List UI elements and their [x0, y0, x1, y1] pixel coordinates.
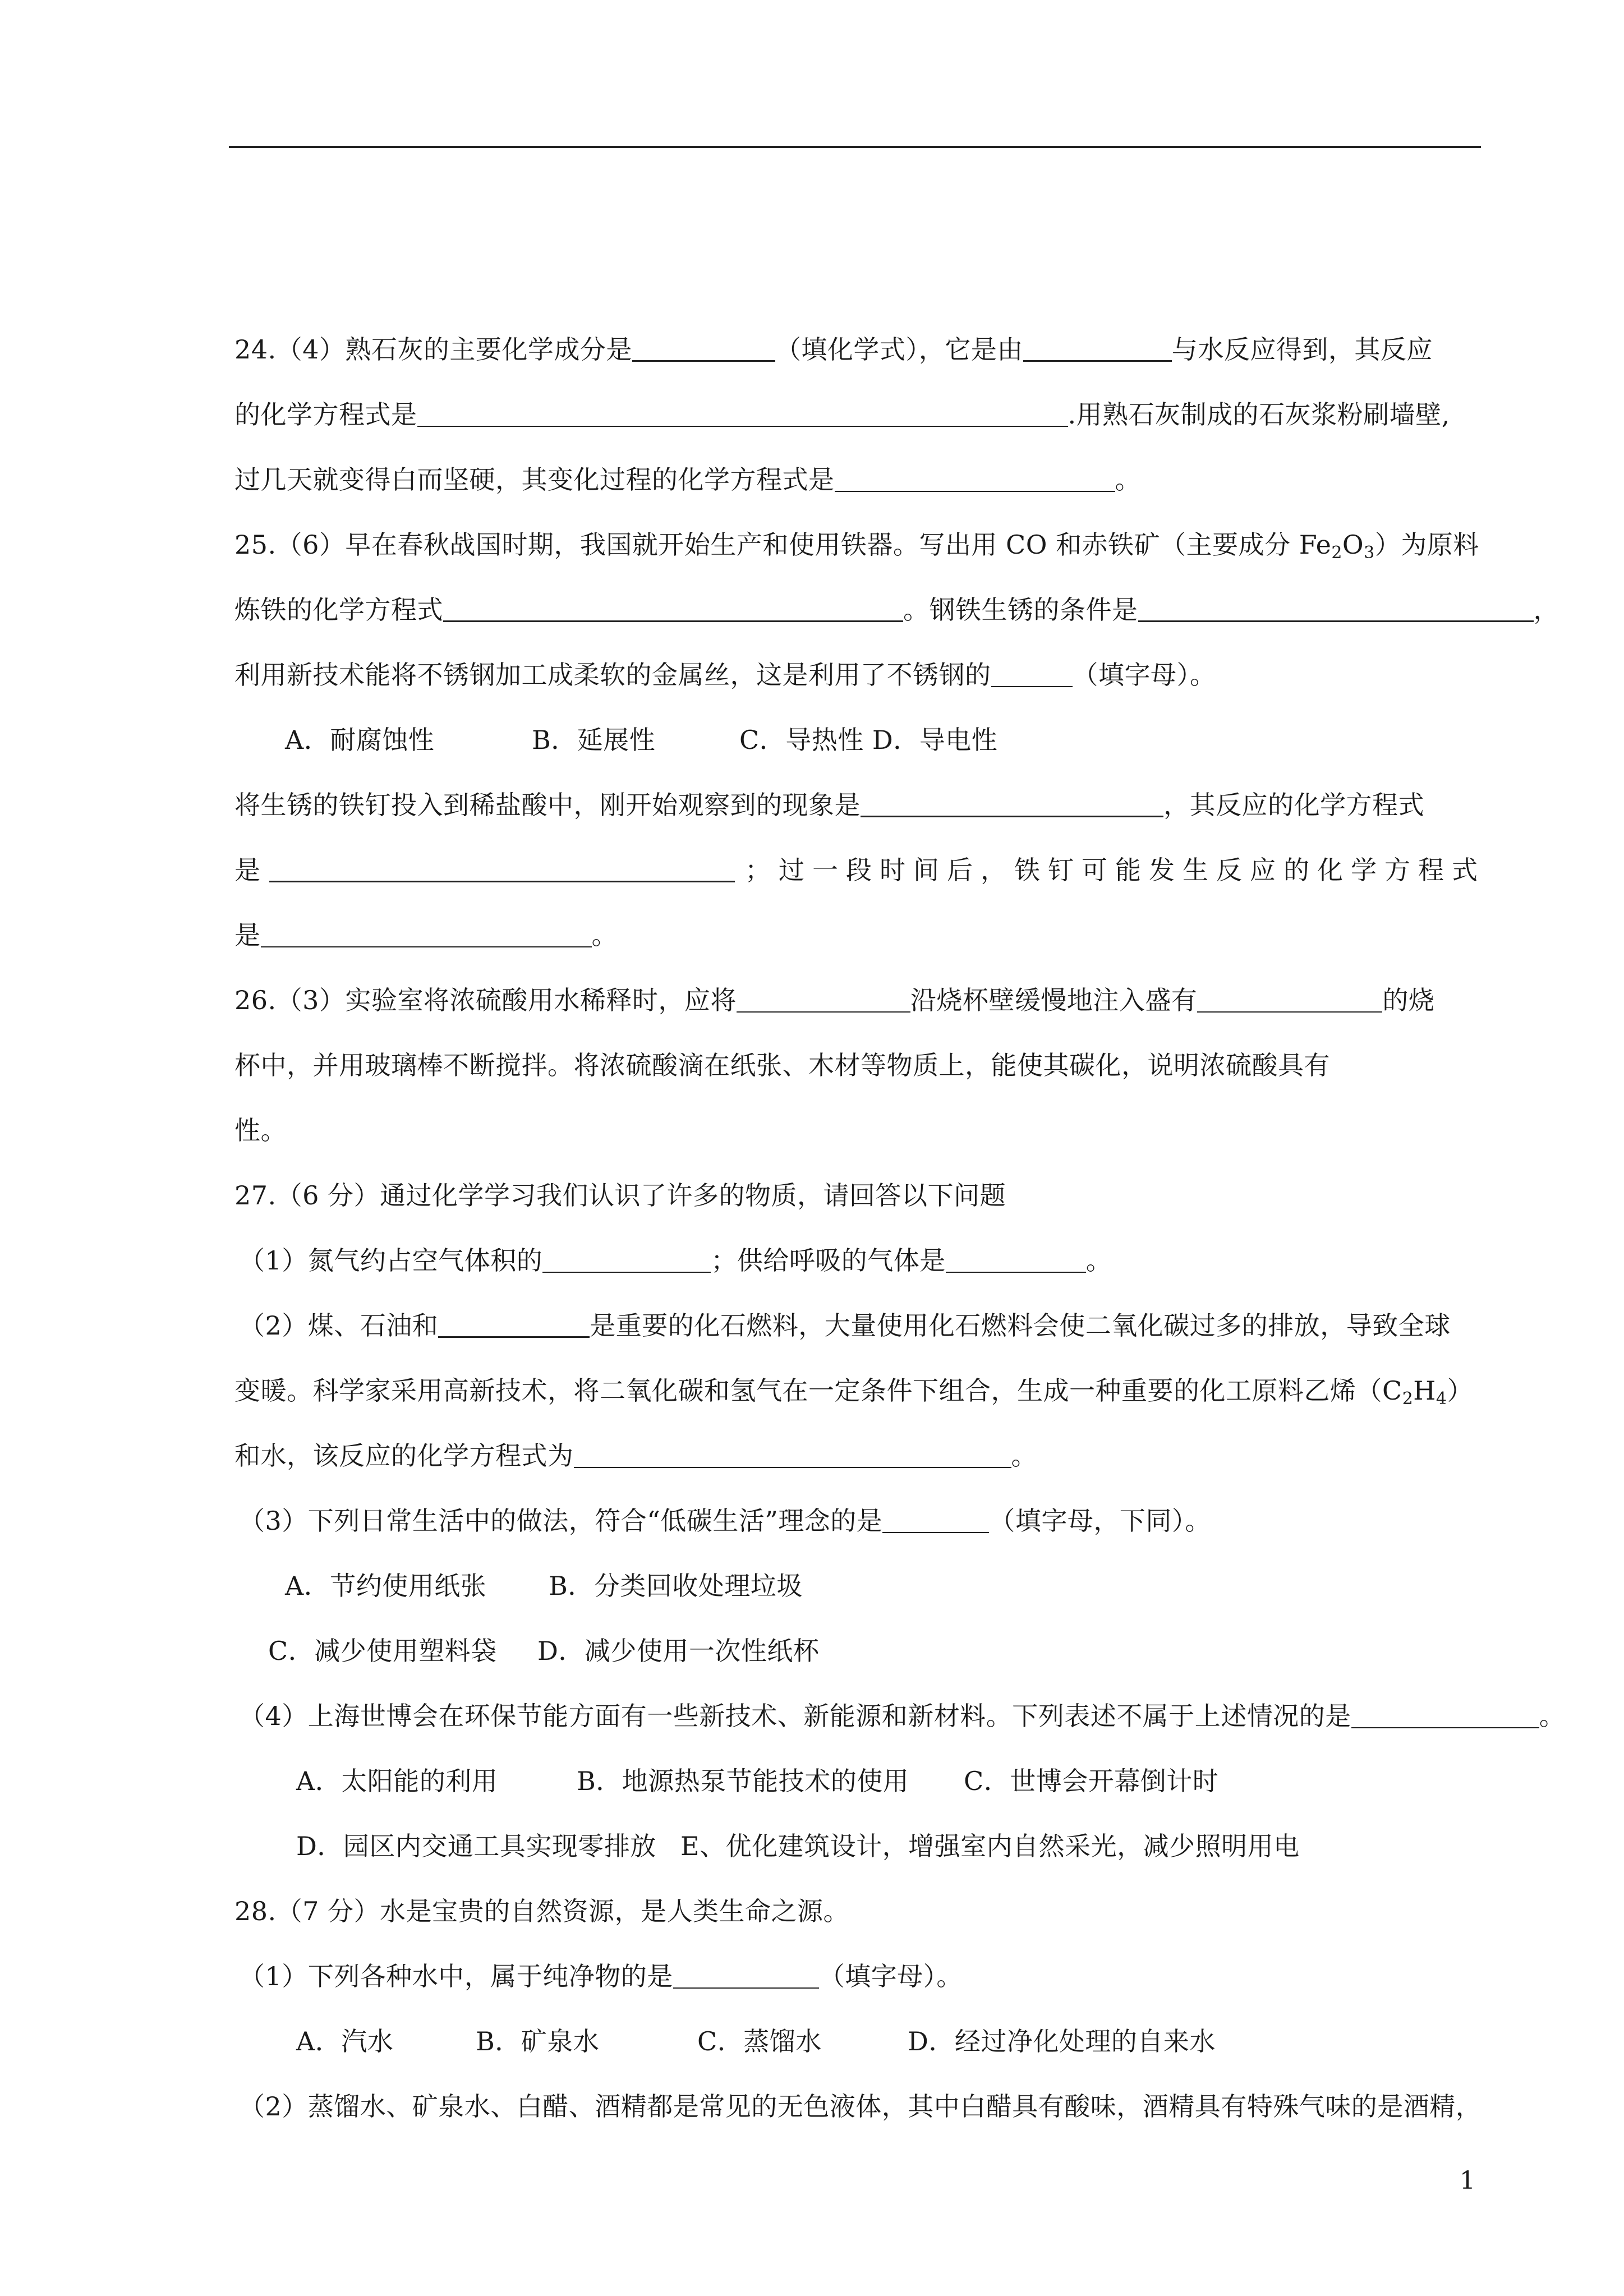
q28-part-1	[234, 1944, 1485, 2009]
q25-text: （填字母）。	[1072, 660, 1216, 690]
q27-part-4-options-1	[234, 1749, 1485, 1814]
option-d[interactable]: D．经过净化处理的自来水	[908, 2026, 1216, 2056]
q25-text: ）为原料	[1374, 530, 1479, 560]
subscript: 4	[1436, 1389, 1447, 1409]
q25-text: 。	[591, 920, 618, 950]
q27-text: （1）氮气约占空气体积的	[239, 1245, 543, 1276]
answer-blank[interactable]	[946, 1247, 1086, 1273]
q25-text: 25.（6）早在春秋战国时期，我国就开始生产和使用铁器。写出用 CO 和赤铁矿（主要成分 Fe	[234, 530, 1332, 560]
option-b[interactable]: B．延展性	[532, 725, 656, 755]
page-number: 1	[1460, 2166, 1475, 2195]
q28-text: 28.（7 分）水是宝贵的自然资源，是人类生命之源。	[234, 1896, 850, 1926]
q27-part-3-options-2	[234, 1618, 1485, 1683]
header-rule	[229, 146, 1481, 148]
q27-part-2-line-2	[234, 1358, 1485, 1423]
answer-blank[interactable]	[417, 401, 1068, 427]
q25-text: ，	[1533, 595, 1559, 625]
q26-line-3	[234, 1098, 1485, 1163]
option-a[interactable]: A．太阳能的利用	[296, 1766, 498, 1796]
subscript: 3	[1364, 543, 1375, 563]
answer-blank[interactable]	[737, 987, 910, 1013]
q27-text: 。	[1085, 1245, 1112, 1276]
option-c[interactable]: C．减少使用塑料袋	[268, 1636, 497, 1666]
option-d[interactable]: D．园区内交通工具实现零排放	[296, 1831, 656, 1861]
q25-line-7	[234, 903, 1485, 968]
option-a[interactable]: A．汽水	[296, 2026, 394, 2056]
q28-text: （1）下列各种水中，属于纯净物的是	[239, 1961, 673, 1991]
answer-blank[interactable]	[1351, 1703, 1539, 1728]
q27-part-2-line-3	[234, 1423, 1485, 1488]
q27-text: （填字母，下同）。	[989, 1506, 1211, 1536]
q27-part-3	[234, 1488, 1485, 1553]
q26-text: 性。	[234, 1115, 287, 1145]
option-a[interactable]: A．耐腐蚀性	[285, 725, 435, 755]
q24-text: 的化学方程式是	[234, 399, 417, 430]
q25-line-2	[234, 577, 1559, 642]
q25-text: ，其反应的化学方程式	[1163, 790, 1424, 820]
q27-text: 。	[1539, 1701, 1566, 1731]
q27-text: H	[1413, 1375, 1436, 1406]
q27-text: 。	[1011, 1441, 1037, 1471]
q25-line-3	[234, 642, 1485, 707]
q26-text: 26.（3）实验室将浓硫酸用水稀释时，应将	[234, 985, 737, 1015]
answer-blank[interactable]	[882, 1507, 989, 1533]
subscript: 2	[1402, 1389, 1414, 1409]
q25-options	[234, 707, 1485, 772]
answer-blank[interactable]	[438, 1312, 590, 1338]
q24-text: 过几天就变得白而坚硬，其变化过程的化学方程式是	[234, 464, 835, 495]
option-d[interactable]: D．减少使用一次性纸杯	[537, 1636, 820, 1666]
q25-line-1	[234, 512, 1485, 577]
option-c-d[interactable]: C．导热性 D．导电性	[739, 725, 998, 755]
q24-text: （填化学式），它是由	[775, 334, 1023, 365]
q24-line-2	[234, 382, 1485, 447]
q24-text: 24.（4）熟石灰的主要化学成分是	[234, 334, 632, 365]
q25-text: 。钢铁生锈的条件是	[903, 595, 1138, 625]
q27-part-2-line-1	[234, 1293, 1485, 1358]
q27-text: （2）煤、石油和	[239, 1310, 439, 1341]
q25-line-5	[234, 772, 1485, 838]
q25-text: 利用新技术能将不锈钢加工成柔软的金属丝，这是利用了不锈钢的	[234, 660, 991, 690]
q26-line-1	[234, 968, 1485, 1033]
answer-blank[interactable]	[574, 1442, 1011, 1468]
q28-part-2	[234, 2074, 1485, 2139]
answer-blank[interactable]	[632, 335, 775, 362]
answer-blank[interactable]	[261, 922, 592, 947]
option-c[interactable]: C．蒸馏水	[697, 2026, 822, 2056]
q25-line-6	[234, 838, 1485, 903]
exam-page-body	[234, 317, 1566, 2139]
q27-text: 变暖。科学家采用高新技术，将二氧化碳和氢气在一定条件下组合，生成一种重要的化工原料乙烯（C	[234, 1375, 1402, 1406]
q26-text: 杯中，并用玻璃棒不断搅拌。将浓硫酸滴在纸张、木材等物质上，能使其碳化，说明浓硫酸具有	[234, 1050, 1330, 1080]
q25-text: ；过一段时间后，铁钉可能发生反应的化学方程式	[745, 855, 1485, 885]
q27-part-4	[234, 1683, 1566, 1749]
q28-part-1-options	[234, 2009, 1485, 2074]
q24-line-3	[234, 447, 1485, 512]
option-b[interactable]: B．矿泉水	[476, 2026, 600, 2056]
subscript: 2	[1331, 543, 1342, 563]
answer-blank[interactable]	[1197, 987, 1382, 1013]
answer-blank[interactable]	[673, 1963, 819, 1989]
q27-text: ）	[1447, 1375, 1474, 1406]
q25-text: 是	[234, 920, 261, 950]
option-e[interactable]: E、优化建筑设计，增强室内自然采光，减少照明用电	[680, 1831, 1300, 1861]
q25-text: 炼铁的化学方程式	[234, 595, 443, 625]
option-a[interactable]: A．节约使用纸张	[285, 1571, 487, 1601]
q27-part-3-options-1	[234, 1553, 1485, 1618]
q25-text: O	[1342, 530, 1364, 560]
answer-blank[interactable]	[1023, 335, 1172, 362]
q27-text: （3）下列日常生活中的做法，符合“低碳生活”理念的是	[239, 1506, 883, 1536]
answer-blank[interactable]	[991, 661, 1073, 687]
q24-text: 。	[1115, 464, 1141, 495]
q27-text: （4）上海世博会在环保节能方面有一些新技术、新能源和新材料。下列表述不属于上述情况的是	[239, 1701, 1351, 1731]
option-c[interactable]: C．世博会开幕倒计时	[964, 1766, 1219, 1796]
q26-text: 沿烧杯壁缓慢地注入盛有	[910, 985, 1198, 1015]
q27-text: 27.（6 分）通过化学学习我们认识了许多的物质，请回答以下问题	[234, 1180, 1006, 1211]
answer-blank[interactable]	[861, 791, 1163, 817]
answer-blank[interactable]	[835, 466, 1115, 492]
q24-text: 与水反应得到，其反应	[1171, 334, 1433, 365]
q27-text: ；供给呼吸的气体是	[711, 1245, 946, 1276]
q27-text: 是重要的化石燃料，大量使用化石燃料会使二氧化碳过多的排放，导致全球	[590, 1310, 1451, 1341]
q27-part-4-options-2	[234, 1814, 1485, 1879]
answer-blank[interactable]	[542, 1247, 711, 1273]
q24-line-1	[234, 317, 1485, 382]
answer-blank[interactable]	[443, 596, 903, 622]
q27-title	[234, 1163, 1485, 1228]
answer-blank[interactable]	[269, 856, 735, 882]
q27-text: 和水，该反应的化学方程式为	[234, 1441, 574, 1471]
q27-part-1	[234, 1228, 1485, 1293]
q25-text: 是	[234, 855, 261, 885]
q26-text: 的烧	[1382, 985, 1435, 1015]
q28-text: （填字母）。	[818, 1961, 963, 1991]
q26-line-2	[234, 1033, 1485, 1098]
q28-text: （2）蒸馏水、矿泉水、白醋、酒精都是常见的无色液体，其中白醋具有酸味，酒精具有特殊气味的是酒精，	[239, 2091, 1482, 2122]
answer-blank[interactable]	[1138, 596, 1534, 622]
q28-title	[234, 1879, 1485, 1944]
option-b[interactable]: B．分类回收处理垃圾	[549, 1571, 803, 1601]
option-b[interactable]: B．地源热泵节能技术的使用	[577, 1766, 909, 1796]
q25-text: 将生锈的铁钉投入到稀盐酸中，刚开始观察到的现象是	[234, 790, 861, 820]
q24-text: .用熟石灰制成的石灰浆粉刷墙壁,	[1068, 399, 1450, 430]
